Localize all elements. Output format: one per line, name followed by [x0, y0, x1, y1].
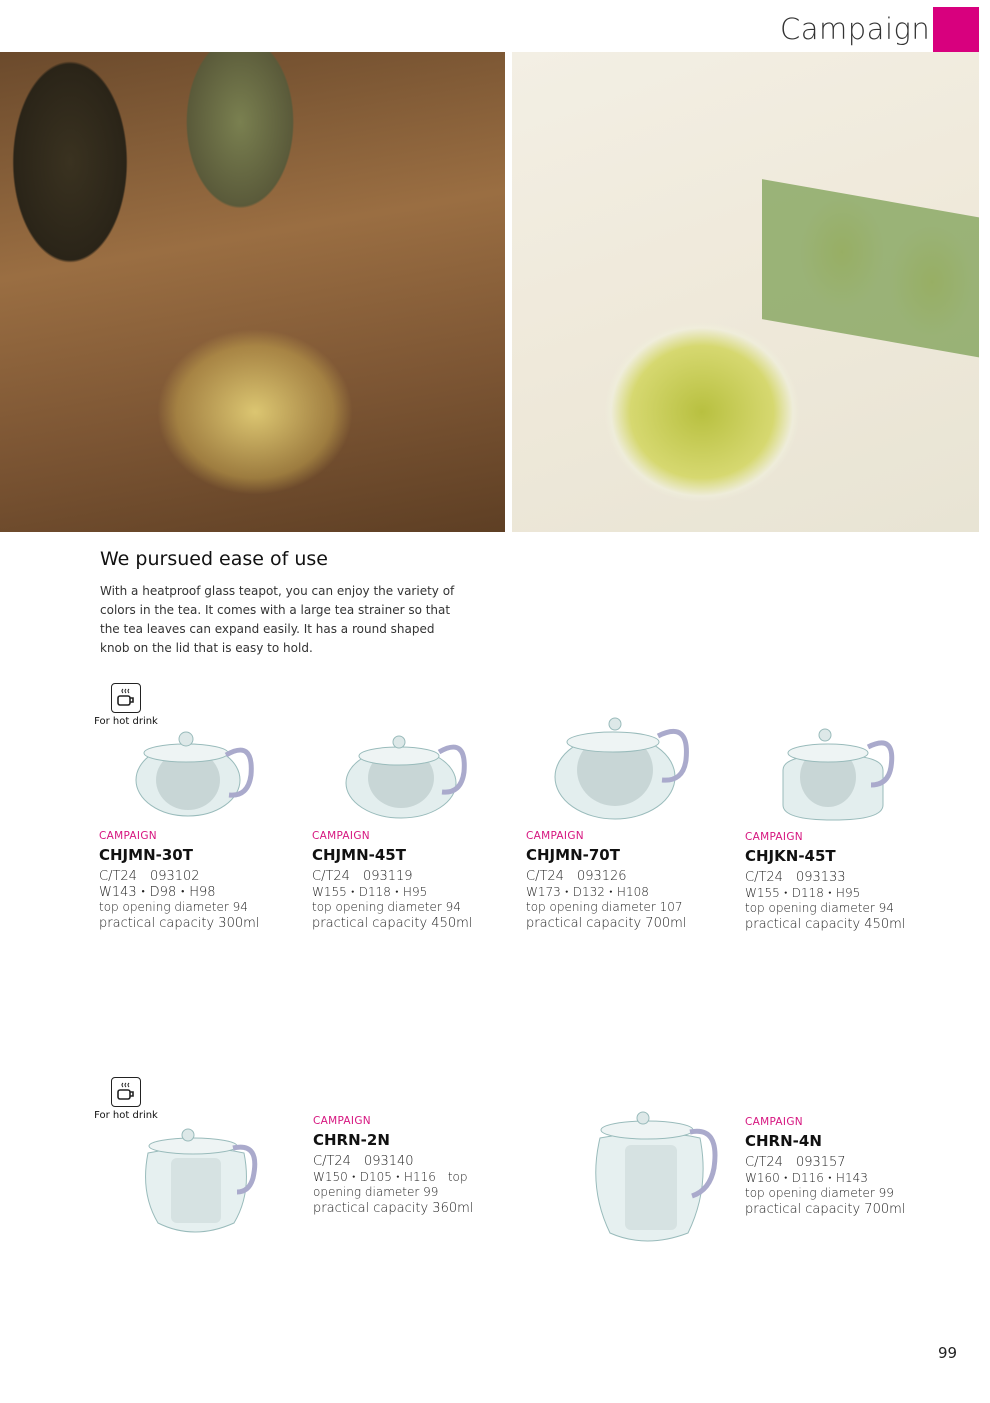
- opening-diameter: top opening diameter 107: [526, 900, 683, 914]
- dimensions: W160・D116・H143: [745, 1170, 868, 1185]
- hot-drink-badge: [91, 1077, 161, 1121]
- dimensions: W155・D118・H95: [745, 885, 861, 900]
- hot-cup-icon: [111, 683, 141, 713]
- intro-text: With a heatproof glass teapot, you can enjoy the variety of colors in the tea. It comes with a large tea strainer so that the tea leaves can expand easily. It has a round shaped knob on the lid that is easy to hold.: [100, 584, 455, 655]
- teapot-on-wood-photo: [0, 52, 505, 532]
- case-and-jan: C/T24 093119: [312, 869, 413, 884]
- teapot-image-chjmn-30t: [128, 725, 256, 820]
- product-code: CHJMN-45T: [312, 846, 406, 864]
- product-chjmn-70t: [526, 830, 726, 931]
- opening-diameter: top opening diameter 94: [745, 901, 894, 915]
- product-chrn-2n: [313, 1115, 513, 1216]
- campaign-badge: CAMPAIGN: [745, 1116, 803, 1128]
- section-heading: We pursued ease of use: [100, 548, 328, 570]
- capacity: practical capacity 450ml: [312, 915, 473, 931]
- capacity: practical capacity 700ml: [526, 915, 687, 931]
- capacity: practical capacity 300ml: [99, 915, 260, 931]
- campaign-badge: CAMPAIGN: [745, 831, 803, 843]
- opening-diameter: top opening diameter 94: [99, 900, 248, 914]
- teapot-green-tea-photo: [512, 52, 979, 532]
- case-and-jan: C/T24 093140: [313, 1154, 414, 1169]
- product-code: CHJMN-70T: [526, 846, 620, 864]
- capacity: practical capacity 700ml: [745, 1201, 906, 1217]
- hot-cup-icon: [111, 1077, 141, 1107]
- hot-drink-label: For hot drink: [94, 716, 158, 727]
- campaign-badge: CAMPAIGN: [526, 830, 584, 842]
- product-chjmn-45t: [312, 830, 512, 931]
- teapot-image-chjmn-70t: [553, 712, 695, 822]
- teapot-image-chrn-2n: [133, 1128, 261, 1238]
- capacity: practical capacity 450ml: [745, 916, 906, 932]
- case-and-jan: C/T24 093157: [745, 1155, 846, 1170]
- case-and-jan: C/T24 093102: [99, 869, 200, 884]
- teapot-image-chjmn-45t: [343, 728, 471, 820]
- product-chjkn-45t: [745, 831, 945, 932]
- page-number: 99: [938, 1344, 958, 1362]
- product-chrn-4n: [745, 1116, 945, 1217]
- case-and-jan: C/T24 093133: [745, 870, 846, 885]
- product-chjmn-30t: [99, 830, 299, 931]
- product-code: CHRN-4N: [745, 1132, 822, 1150]
- product-code: CHRN-2N: [313, 1131, 390, 1149]
- product-code: CHJMN-30T: [99, 846, 193, 864]
- dimensions: W143・D98・H98: [99, 884, 216, 900]
- product-code: CHJKN-45T: [745, 847, 836, 865]
- opening-diameter: top opening diameter 99: [745, 1186, 894, 1200]
- dimensions: W150・D105・H116 top: [313, 1169, 468, 1184]
- opening-diameter: opening diameter 99: [313, 1185, 439, 1199]
- campaign-badge: CAMPAIGN: [312, 830, 370, 842]
- hot-drink-label: For hot drink: [94, 1110, 158, 1121]
- section-color-tab: [933, 7, 979, 53]
- hot-drink-badge: [91, 683, 161, 727]
- teapot-image-chrn-4n: [585, 1110, 723, 1242]
- dimensions: W173・D132・H108: [526, 884, 649, 899]
- case-and-jan: C/T24 093126: [526, 869, 627, 884]
- campaign-badge: CAMPAIGN: [99, 830, 157, 842]
- section-title: Campaign: [780, 12, 931, 46]
- campaign-badge: CAMPAIGN: [313, 1115, 371, 1127]
- teapot-image-chjkn-45t: [773, 725, 898, 823]
- dimensions: W155・D118・H95: [312, 884, 428, 899]
- capacity: practical capacity 360ml: [313, 1200, 474, 1216]
- opening-diameter: top opening diameter 94: [312, 900, 461, 914]
